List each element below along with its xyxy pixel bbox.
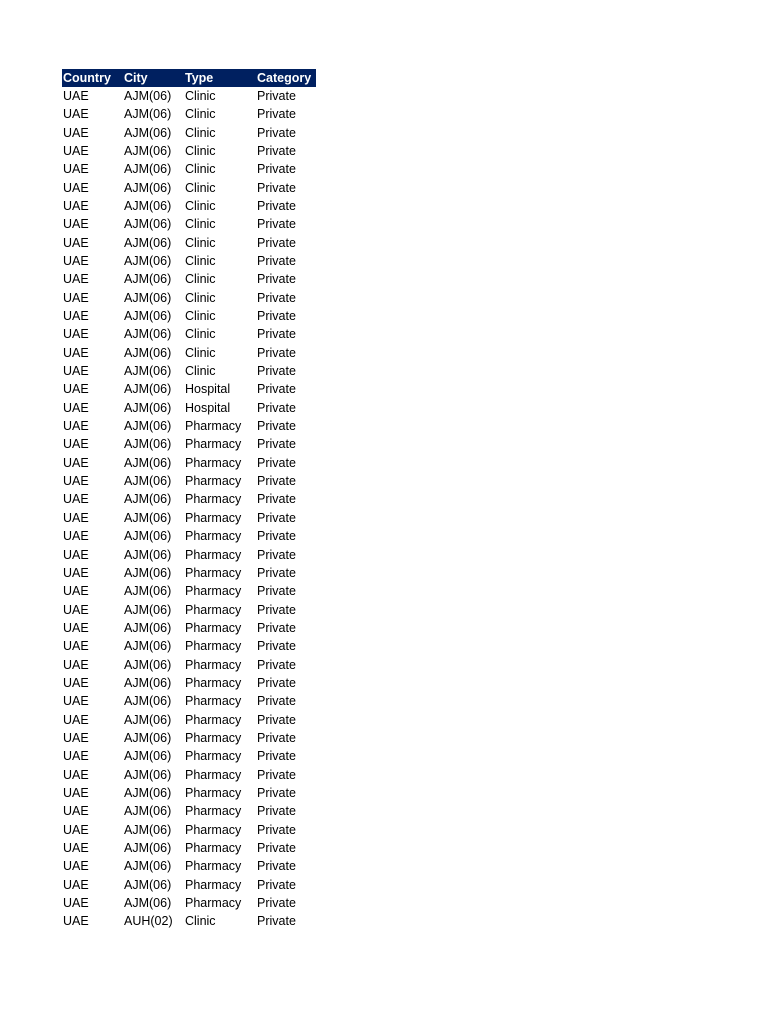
cell-category[interactable]: Private	[257, 107, 296, 122]
cell-city[interactable]: AJM(06)	[124, 400, 172, 415]
cell-category[interactable]: Private	[257, 804, 296, 819]
column-header-city[interactable]: City	[124, 70, 148, 85]
cell-city[interactable]: AJM(06)	[124, 602, 172, 617]
cell-city[interactable]: AJM(06)	[124, 896, 172, 911]
table-row	[62, 307, 316, 325]
cell-type[interactable]: Clinic	[185, 914, 216, 929]
cell-city[interactable]: AJM(06)	[124, 841, 172, 856]
table-row	[62, 289, 316, 307]
cell-country[interactable]: UAE	[63, 712, 89, 727]
cell-country[interactable]: UAE	[63, 419, 89, 434]
cell-category[interactable]: Private	[257, 639, 296, 654]
cell-category[interactable]: Private	[257, 400, 296, 415]
cell-category[interactable]: Private	[257, 730, 296, 745]
cell-type[interactable]: Pharmacy	[185, 584, 242, 599]
cell-type[interactable]: Clinic	[185, 254, 216, 269]
cell-country[interactable]: UAE	[63, 547, 89, 562]
cell-country[interactable]: UAE	[63, 565, 89, 580]
table-row	[62, 344, 316, 362]
cell-country[interactable]: UAE	[63, 125, 89, 140]
cell-city[interactable]: AJM(06)	[124, 474, 172, 489]
cell-country[interactable]: UAE	[63, 143, 89, 158]
table-row	[62, 546, 316, 564]
cell-category[interactable]: Private	[257, 565, 296, 580]
table-row	[62, 564, 316, 582]
table-row	[62, 674, 316, 692]
table-row	[62, 876, 316, 894]
cell-category[interactable]: Private	[257, 914, 296, 929]
cell-city[interactable]: AJM(06)	[124, 822, 172, 837]
cell-city[interactable]: AJM(06)	[124, 217, 172, 232]
cell-country[interactable]: UAE	[63, 675, 89, 690]
cell-type[interactable]: Hospital	[185, 382, 231, 397]
table-row	[62, 270, 316, 288]
table-row	[62, 381, 316, 399]
cell-category[interactable]: Private	[257, 620, 296, 635]
cell-category[interactable]: Private	[257, 529, 296, 544]
cell-city[interactable]: AJM(06)	[124, 547, 172, 562]
cell-type[interactable]: Pharmacy	[185, 437, 242, 452]
cell-type[interactable]: Pharmacy	[185, 547, 242, 562]
cell-country[interactable]: UAE	[63, 896, 89, 911]
cell-category[interactable]: Private	[257, 492, 296, 507]
cell-type[interactable]: Pharmacy	[185, 565, 242, 580]
cell-category[interactable]: Private	[257, 88, 296, 103]
table-row	[62, 417, 316, 435]
table-row	[62, 472, 316, 490]
table-row	[62, 509, 316, 527]
cell-city[interactable]: AJM(06)	[124, 382, 172, 397]
cell-type[interactable]: Pharmacy	[185, 675, 242, 690]
cell-category[interactable]: Private	[257, 859, 296, 874]
cell-city[interactable]: AJM(06)	[124, 712, 172, 727]
table-row	[62, 582, 316, 600]
cell-category[interactable]: Private	[257, 877, 296, 892]
cell-city[interactable]: AJM(06)	[124, 510, 172, 525]
cell-country[interactable]: UAE	[63, 345, 89, 360]
cell-city[interactable]: AJM(06)	[124, 290, 172, 305]
cell-city[interactable]: AJM(06)	[124, 125, 172, 140]
column-header-category[interactable]: Category	[257, 70, 312, 85]
cell-city[interactable]: AJM(06)	[124, 639, 172, 654]
cell-country[interactable]: UAE	[63, 198, 89, 213]
cell-city[interactable]: AJM(06)	[124, 675, 172, 690]
table-row	[62, 912, 316, 930]
cell-type[interactable]: Pharmacy	[185, 492, 242, 507]
cell-city[interactable]: AJM(06)	[124, 254, 172, 269]
cell-category[interactable]: Private	[257, 675, 296, 690]
cell-type[interactable]: Clinic	[185, 162, 216, 177]
cell-city[interactable]: AJM(06)	[124, 180, 172, 195]
cell-category[interactable]: Private	[257, 217, 296, 232]
cell-category[interactable]: Private	[257, 235, 296, 250]
table-row	[62, 142, 316, 160]
cell-category[interactable]: Private	[257, 419, 296, 434]
cell-type[interactable]: Pharmacy	[185, 602, 242, 617]
cell-country[interactable]: UAE	[63, 492, 89, 507]
cell-country[interactable]: UAE	[63, 474, 89, 489]
table-row	[62, 821, 316, 839]
cell-category[interactable]: Private	[257, 309, 296, 324]
cell-category[interactable]: Private	[257, 841, 296, 856]
cell-category[interactable]: Private	[257, 382, 296, 397]
cell-category[interactable]: Private	[257, 180, 296, 195]
table-row	[62, 692, 316, 710]
cell-type[interactable]: Pharmacy	[185, 877, 242, 892]
cell-type[interactable]: Pharmacy	[185, 859, 242, 874]
cell-city[interactable]: AJM(06)	[124, 565, 172, 580]
table-row	[62, 160, 316, 178]
cell-category[interactable]: Private	[257, 602, 296, 617]
table-row	[62, 656, 316, 674]
cell-country[interactable]: UAE	[63, 162, 89, 177]
cell-type[interactable]: Pharmacy	[185, 822, 242, 837]
cell-type[interactable]: Pharmacy	[185, 419, 242, 434]
cell-country[interactable]: UAE	[63, 749, 89, 764]
cell-type[interactable]: Pharmacy	[185, 712, 242, 727]
cell-category[interactable]: Private	[257, 474, 296, 489]
spreadsheet-table	[62, 69, 316, 931]
cell-country[interactable]: UAE	[63, 290, 89, 305]
cell-type[interactable]: Pharmacy	[185, 896, 242, 911]
cell-city[interactable]: AJM(06)	[124, 620, 172, 635]
cell-type[interactable]: Pharmacy	[185, 785, 242, 800]
cell-type[interactable]: Clinic	[185, 364, 216, 379]
cell-type[interactable]: Pharmacy	[185, 841, 242, 856]
cell-type[interactable]: Pharmacy	[185, 767, 242, 782]
cell-category[interactable]: Private	[257, 125, 296, 140]
table-header-row	[62, 69, 316, 87]
cell-country[interactable]: UAE	[63, 694, 89, 709]
table-row	[62, 436, 316, 454]
cell-type[interactable]: Pharmacy	[185, 657, 242, 672]
table-row	[62, 802, 316, 820]
cell-city[interactable]: AJM(06)	[124, 785, 172, 800]
cell-city[interactable]: AJM(06)	[124, 143, 172, 158]
cell-category[interactable]: Private	[257, 290, 296, 305]
cell-category[interactable]: Private	[257, 547, 296, 562]
cell-type[interactable]: Pharmacy	[185, 510, 242, 525]
cell-country[interactable]: UAE	[63, 804, 89, 819]
table-row	[62, 491, 316, 509]
table-row	[62, 857, 316, 875]
cell-type[interactable]: Clinic	[185, 88, 216, 103]
cell-city[interactable]: AJM(06)	[124, 437, 172, 452]
cell-country[interactable]: UAE	[63, 254, 89, 269]
cell-type[interactable]: Pharmacy	[185, 474, 242, 489]
cell-country[interactable]: UAE	[63, 437, 89, 452]
cell-type[interactable]: Clinic	[185, 198, 216, 213]
cell-type[interactable]: Clinic	[185, 309, 216, 324]
table-body	[62, 87, 316, 931]
cell-country[interactable]: UAE	[63, 327, 89, 342]
cell-type[interactable]: Clinic	[185, 125, 216, 140]
cell-category[interactable]: Private	[257, 785, 296, 800]
cell-country[interactable]: UAE	[63, 639, 89, 654]
table-row	[62, 399, 316, 417]
cell-type[interactable]: Clinic	[185, 217, 216, 232]
table-row	[62, 362, 316, 380]
cell-country[interactable]: UAE	[63, 822, 89, 837]
cell-country[interactable]: UAE	[63, 657, 89, 672]
cell-country[interactable]: UAE	[63, 455, 89, 470]
cell-category[interactable]: Private	[257, 345, 296, 360]
cell-country[interactable]: UAE	[63, 382, 89, 397]
cell-type[interactable]: Clinic	[185, 143, 216, 158]
cell-city[interactable]: AJM(06)	[124, 529, 172, 544]
column-header-type[interactable]: Type	[185, 70, 214, 85]
table-row	[62, 784, 316, 802]
cell-city[interactable]: AUH(02)	[124, 914, 173, 929]
cell-country[interactable]: UAE	[63, 364, 89, 379]
cell-category[interactable]: Private	[257, 712, 296, 727]
table-row	[62, 766, 316, 784]
table-row	[62, 87, 316, 105]
cell-category[interactable]: Private	[257, 143, 296, 158]
cell-country[interactable]: UAE	[63, 859, 89, 874]
cell-city[interactable]: AJM(06)	[124, 455, 172, 470]
cell-country[interactable]: UAE	[63, 620, 89, 635]
table-row	[62, 325, 316, 343]
cell-country[interactable]: UAE	[63, 107, 89, 122]
cell-country[interactable]: UAE	[63, 235, 89, 250]
cell-city[interactable]: AJM(06)	[124, 107, 172, 122]
cell-type[interactable]: Pharmacy	[185, 455, 242, 470]
cell-country[interactable]: UAE	[63, 584, 89, 599]
cell-city[interactable]: AJM(06)	[124, 767, 172, 782]
table-row	[62, 619, 316, 637]
cell-city[interactable]: AJM(06)	[124, 419, 172, 434]
table-row	[62, 105, 316, 123]
cell-city[interactable]: AJM(06)	[124, 162, 172, 177]
cell-country[interactable]: UAE	[63, 272, 89, 287]
table-row	[62, 747, 316, 765]
cell-country[interactable]: UAE	[63, 877, 89, 892]
cell-city[interactable]: AJM(06)	[124, 198, 172, 213]
cell-type[interactable]: Clinic	[185, 290, 216, 305]
table-row	[62, 454, 316, 472]
cell-category[interactable]: Private	[257, 510, 296, 525]
cell-country[interactable]: UAE	[63, 914, 89, 929]
cell-city[interactable]: AJM(06)	[124, 584, 172, 599]
cell-category[interactable]: Private	[257, 767, 296, 782]
cell-country[interactable]: UAE	[63, 88, 89, 103]
cell-type[interactable]: Pharmacy	[185, 639, 242, 654]
cell-type[interactable]: Pharmacy	[185, 620, 242, 635]
table-row	[62, 839, 316, 857]
cell-country[interactable]: UAE	[63, 529, 89, 544]
cell-type[interactable]: Pharmacy	[185, 749, 242, 764]
cell-category[interactable]: Private	[257, 364, 296, 379]
cell-country[interactable]: UAE	[63, 841, 89, 856]
cell-country[interactable]: UAE	[63, 510, 89, 525]
table-row	[62, 234, 316, 252]
cell-city[interactable]: AJM(06)	[124, 272, 172, 287]
cell-city[interactable]: AJM(06)	[124, 657, 172, 672]
cell-country[interactable]: UAE	[63, 309, 89, 324]
cell-category[interactable]: Private	[257, 896, 296, 911]
table-row	[62, 729, 316, 747]
table-row	[62, 527, 316, 545]
cell-category[interactable]: Private	[257, 584, 296, 599]
table-row	[62, 637, 316, 655]
cell-category[interactable]: Private	[257, 198, 296, 213]
cell-category[interactable]: Private	[257, 822, 296, 837]
cell-type[interactable]: Clinic	[185, 272, 216, 287]
cell-type[interactable]: Pharmacy	[185, 804, 242, 819]
table-row	[62, 894, 316, 912]
cell-category[interactable]: Private	[257, 455, 296, 470]
table-row	[62, 179, 316, 197]
cell-city[interactable]: AJM(06)	[124, 235, 172, 250]
cell-city[interactable]: AJM(06)	[124, 877, 172, 892]
cell-type[interactable]: Clinic	[185, 107, 216, 122]
cell-type[interactable]: Hospital	[185, 400, 231, 415]
cell-country[interactable]: UAE	[63, 785, 89, 800]
cell-country[interactable]: UAE	[63, 602, 89, 617]
cell-country[interactable]: UAE	[63, 217, 89, 232]
table-row	[62, 711, 316, 729]
cell-country[interactable]: UAE	[63, 730, 89, 745]
cell-type[interactable]: Clinic	[185, 235, 216, 250]
table-row	[62, 197, 316, 215]
cell-city[interactable]: AJM(06)	[124, 694, 172, 709]
cell-type[interactable]: Clinic	[185, 345, 216, 360]
table-row	[62, 124, 316, 142]
cell-city[interactable]: AJM(06)	[124, 804, 172, 819]
cell-city[interactable]: AJM(06)	[124, 364, 172, 379]
cell-category[interactable]: Private	[257, 657, 296, 672]
cell-city[interactable]: AJM(06)	[124, 345, 172, 360]
cell-country[interactable]: UAE	[63, 180, 89, 195]
table-row	[62, 252, 316, 270]
cell-city[interactable]: AJM(06)	[124, 749, 172, 764]
cell-category[interactable]: Private	[257, 254, 296, 269]
cell-type[interactable]: Pharmacy	[185, 730, 242, 745]
table-row	[62, 215, 316, 233]
cell-type[interactable]: Pharmacy	[185, 529, 242, 544]
cell-city[interactable]: AJM(06)	[124, 309, 172, 324]
column-header-country[interactable]: Country	[63, 70, 111, 85]
cell-category[interactable]: Private	[257, 272, 296, 287]
cell-category[interactable]: Private	[257, 327, 296, 342]
cell-type[interactable]: Clinic	[185, 180, 216, 195]
cell-city[interactable]: AJM(06)	[124, 859, 172, 874]
cell-category[interactable]: Private	[257, 694, 296, 709]
cell-city[interactable]: AJM(06)	[124, 730, 172, 745]
cell-type[interactable]: Clinic	[185, 327, 216, 342]
cell-category[interactable]: Private	[257, 437, 296, 452]
cell-country[interactable]: UAE	[63, 400, 89, 415]
cell-category[interactable]: Private	[257, 749, 296, 764]
cell-city[interactable]: AJM(06)	[124, 88, 172, 103]
cell-city[interactable]: AJM(06)	[124, 327, 172, 342]
cell-city[interactable]: AJM(06)	[124, 492, 172, 507]
cell-type[interactable]: Pharmacy	[185, 694, 242, 709]
cell-country[interactable]: UAE	[63, 767, 89, 782]
cell-category[interactable]: Private	[257, 162, 296, 177]
table-row	[62, 601, 316, 619]
